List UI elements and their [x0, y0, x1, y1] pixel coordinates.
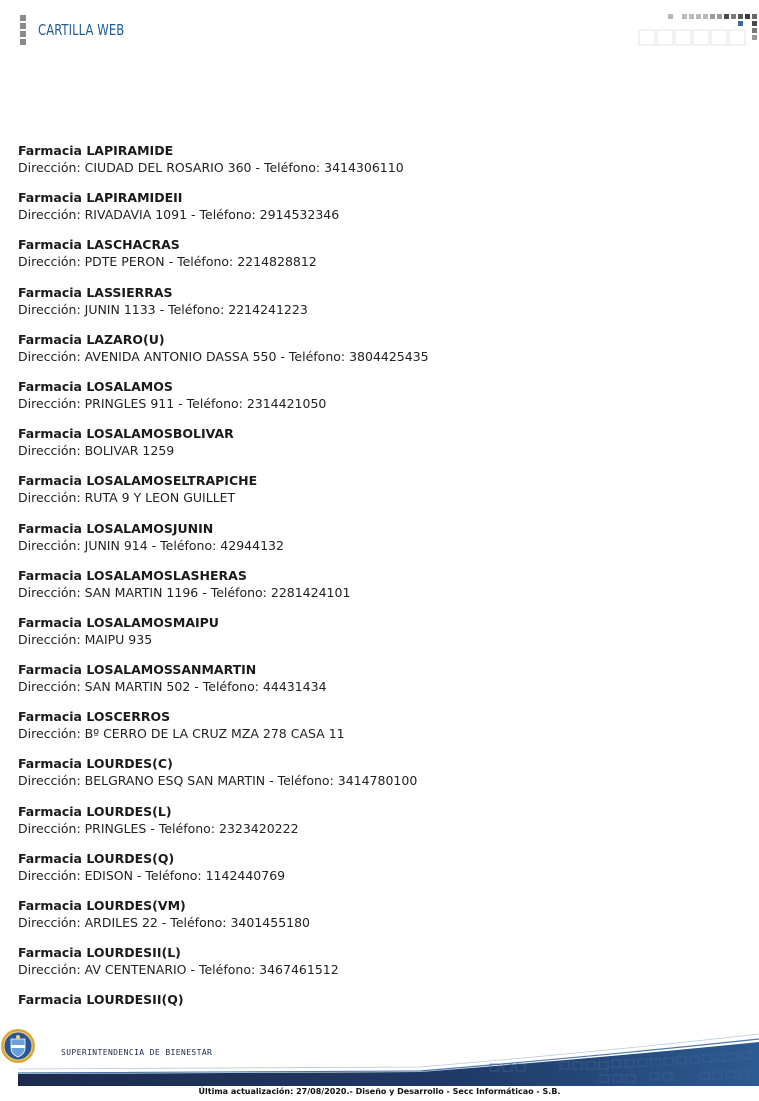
- list-item: [18, 803, 738, 850]
- header-bars-icon: [20, 15, 27, 47]
- pharmacy-address: Dirección: Bº CERRO DE LA CRUZ MZA 278 CASA 11: [18, 726, 345, 742]
- page-footer: [0, 1028, 759, 1101]
- pharmacy-name: Farmacia LOSALAMOSSANMARTIN: [18, 662, 257, 678]
- pharmacy-name: Farmacia LOSCERROS: [18, 709, 171, 725]
- pharmacy-name: Farmacia LOURDES(Q): [18, 850, 175, 866]
- pharmacy-address: Dirección: PRINGLES - Teléfono: 2323420222: [18, 820, 299, 836]
- pharmacy-name: Farmacia LOURDESII(Q): [18, 992, 184, 1008]
- pharmacy-name: Farmacia LAZARO(U): [18, 331, 165, 347]
- list-item: [18, 755, 738, 802]
- list-item: [18, 614, 738, 661]
- pharmacy-address: Dirección: SAN MARTIN 1196 - Teléfono: 2281424101: [18, 584, 351, 600]
- list-item: [18, 944, 738, 991]
- list-item: [18, 236, 738, 283]
- pharmacy-address: Dirección: JUNIN 914 - Teléfono: 42944132: [18, 537, 284, 553]
- pharmacy-name: Farmacia LASSIERRAS: [18, 284, 173, 300]
- footer-banner-graphic: [0, 1028, 759, 1088]
- pharmacy-name: Farmacia LOURDES(VM): [18, 898, 186, 913]
- pharmacy-name: Farmacia LOSALAMOS: [18, 378, 173, 394]
- pharmacy-name: Farmacia LOURDES(L): [18, 803, 172, 819]
- list-item: [18, 142, 738, 189]
- pharmacy-address: Dirección: JUNIN 1133 - Teléfono: 2214241223: [18, 301, 308, 317]
- pharmacy-address: Dirección: ARDILES 22 - Teléfono: 3401455180: [18, 915, 311, 930]
- organization-seal-icon: [0, 1028, 36, 1064]
- pharmacy-address: Dirección: SAN MARTIN 502 - Teléfono: 44431434: [18, 679, 327, 695]
- list-item: [18, 567, 738, 614]
- pharmacy-name: Farmacia LOSALAMOSLASHERAS: [18, 567, 247, 583]
- pharmacy-name: Farmacia LOSALAMOSJUNIN: [18, 520, 214, 536]
- list-item: [18, 425, 738, 472]
- organization-name: SUPERINTENDENCIA DE BIENESTAR: [61, 1048, 213, 1057]
- list-item: [18, 284, 738, 331]
- list-item: [18, 378, 738, 425]
- pharmacy-address: Dirección: BELGRANO ESQ SAN MARTIN - Teléfono: 3414780100: [18, 773, 418, 789]
- pharmacy-name: Farmacia LOSALAMOSBOLIVAR: [18, 426, 234, 442]
- pharmacy-list: [18, 142, 738, 1039]
- pharmacy-address: Dirección: EDISON - Teléfono: 1142440769: [18, 867, 286, 883]
- pharmacy-address: Dirección: MAIPU 935: [18, 631, 153, 647]
- pharmacy-name: Farmacia LOURDES(C): [18, 756, 173, 772]
- list-item: [18, 189, 738, 236]
- list-item: [18, 520, 738, 567]
- last-update-note: Última actualización: 27/08/2020.- Diseño y Desarrollo - Secc Informáticao - S.B.: [198, 1087, 561, 1096]
- list-item: [18, 850, 738, 897]
- pharmacy-address: Dirección: BOLIVAR 1259: [18, 443, 175, 459]
- pharmacy-address: Dirección: PDTE PERON - Teléfono: 2214828812: [18, 254, 317, 270]
- list-item: [18, 708, 738, 755]
- pharmacy-address: Dirección: RIVADAVIA 1091 - Teléfono: 2914532346: [18, 207, 340, 223]
- pharmacy-address: Dirección: RUTA 9 Y LEON GUILLET: [18, 490, 236, 506]
- pharmacy-name: Farmacia LASCHACRAS: [18, 237, 180, 253]
- list-item: [18, 331, 738, 378]
- pharmacy-name: Farmacia LOSALAMOSELTRAPICHE: [18, 473, 258, 489]
- pharmacy-address: Dirección: CIUDAD DEL ROSARIO 360 - Teléfono: 3414306110: [18, 160, 404, 175]
- pharmacy-name: Farmacia LOURDESII(L): [18, 945, 181, 961]
- pharmacy-address: Dirección: AVENIDA ANTONIO DASSA 550 - Teléfono: 3804425435: [18, 348, 429, 364]
- list-item: [18, 472, 738, 519]
- page-header: [0, 0, 759, 60]
- header-grid-pattern-icon: [638, 12, 758, 48]
- pharmacy-name: Farmacia LAPIRAMIDE: [18, 143, 174, 158]
- pharmacy-address: Dirección: AV CENTENARIO - Teléfono: 3467461512: [18, 962, 339, 978]
- list-item: [18, 661, 738, 708]
- pharmacy-name: Farmacia LOSALAMOSMAIPU: [18, 614, 219, 630]
- pharmacy-address: Dirección: PRINGLES 911 - Teléfono: 2314421050: [18, 395, 327, 411]
- pharmacy-name: Farmacia LAPIRAMIDEII: [18, 190, 183, 206]
- header-title: CARTILLA WEB: [38, 21, 125, 39]
- list-item: [18, 897, 738, 944]
